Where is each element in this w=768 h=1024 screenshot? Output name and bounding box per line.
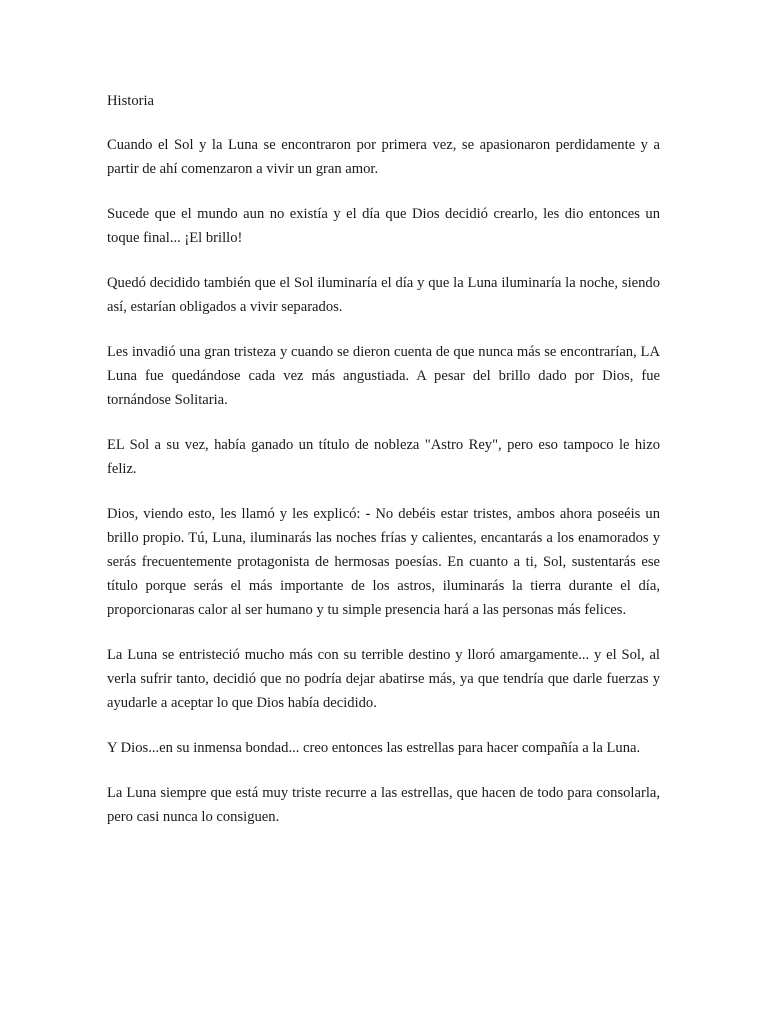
document-title: Historia	[107, 93, 155, 109]
paragraph: La Luna siempre que está muy triste recurre a las estrellas, que hacen de todo para consolarla, pero casi nunca lo consiguen.	[107, 785, 660, 825]
paragraph: Les invadió una gran tristeza y cuando se dieron cuenta de que nunca más se encontrarían, LA Luna fue quedándose cada vez más angustiada. A pesar del brillo dado por Dios, fue tornándose Solitaria.	[107, 344, 660, 408]
paragraph: Sucede que el mundo aun no existía y el día que Dios decidió crearlo, les dio entonces un toque final... ¡El brillo!	[107, 206, 660, 246]
paragraph: Cuando el Sol y la Luna se encontraron por primera vez, se apasionaron perdidamente y a partir de ahí comenzaron a vivir un gran amor.	[107, 137, 660, 177]
paragraph: Dios, viendo esto, les llamó y les explicó: - No debéis estar tristes, ambos ahora poseéis un brillo propio. Tú, Luna, iluminarás las noches frías y calientes, encantarás a los enamorados y serás frecuentemente protagonista de hermosas poesías. En cuanto a ti, Sol, sustentarás ese título porque serás el más importante de los astros, iluminarás la tierra durante el día, proporcionaras calor al ser humano y tu simple presencia hará a las personas más felices.	[107, 506, 660, 618]
paragraph: La Luna se entristeció mucho más con su terrible destino y lloró amargamente... y el Sol, al verla sufrir tanto, decidió que no podría dejar abatirse más, ya que tendría que darle fuerzas y ayudarle a aceptar lo que Dios había decidido.	[107, 647, 660, 711]
paragraph: Y Dios...en su inmensa bondad... creo entonces las estrellas para hacer compañía a la Luna.	[107, 740, 641, 756]
document-body	[107, 89, 660, 850]
paragraph: EL Sol a su vez, había ganado un título de nobleza "Astro Rey", pero eso tampoco le hizo feliz.	[107, 437, 660, 477]
paragraph: Quedó decidido también que el Sol iluminaría el día y que la Luna iluminaría la noche, siendo así, estarían obligados a vivir separados.	[107, 275, 660, 315]
